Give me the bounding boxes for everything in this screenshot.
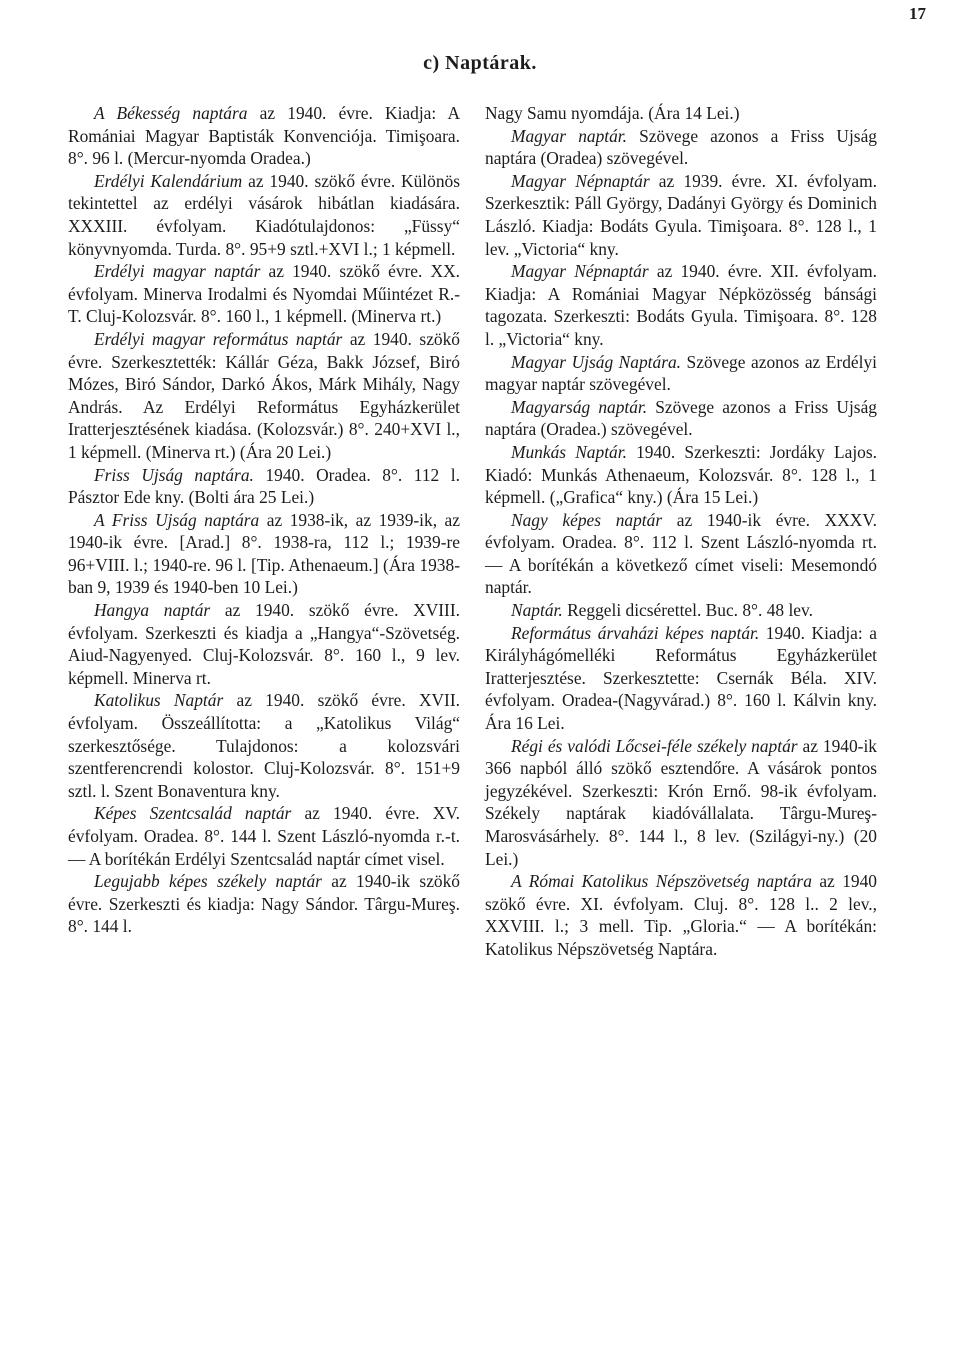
- calendar-entry: [68, 260, 460, 328]
- entry-title: Magyar Népnaptár: [511, 170, 650, 191]
- entry-text: az 1940-ik évre. XXXV. évfolyam. Oradea. 8°. 112 l. Szent László-nyomda rt. — A borítékán a következő címet viseli: Mesemondó naptár.: [485, 509, 877, 598]
- entry-text: az 1938-ik, az 1939-ik, az 1940-ik évre. [Arad.] 8°. 1938-ra, 112 l.; 1939-re 96+VIII. l.; 1940-re. 96 l. [Tip. Athenaeum.] (Ára 1938-ban 9, 1939 és 1940-ben 10 Lei.): [68, 509, 460, 598]
- entry-text: az 1940 szökő évre. XI. évfolyam. Cluj. 8°. 128 l.. 2 lev., XXVIII. l.; 3 mell. Tip. „Gloria.“ — A borítékán: Katolikus Népszövetség Naptára.: [485, 871, 877, 959]
- calendar-entry: [68, 102, 460, 170]
- calendar-entry: [485, 441, 877, 509]
- entry-title: Nagy képes naptár: [511, 509, 663, 530]
- calendar-entry: [68, 599, 460, 689]
- entry-title: A Békesség naptára: [94, 103, 248, 123]
- entry-title: Katolikus Naptár: [94, 690, 224, 711]
- entry-text: 1940. Kiadja: a Királyhágómelléki Református Egyházkerület Iratterjesztése. Szerkesztette: Csernák Béla. XIV. évfolyam. Oradea-(Nagyvárad.) 8°. 160 l. Kálvin kny. Ára 16 Lei.: [485, 622, 877, 734]
- calendar-entry: [68, 509, 460, 599]
- entry-text: Szövege azonos a Friss Ujság naptára (Oradea.) szövegével.: [485, 396, 877, 440]
- calendar-entry: [485, 125, 877, 170]
- calendar-entry: [68, 464, 460, 509]
- entry-title: Református árvaházi képes naptár.: [511, 622, 760, 643]
- entry-text: Nagy Samu nyomdája. (Ára 14 Lei.): [485, 103, 740, 123]
- calendar-entry: [68, 870, 460, 938]
- entry-title: Erdélyi magyar naptár: [94, 261, 261, 282]
- entry-title: Magyarság naptár.: [511, 396, 648, 417]
- entry-title: Friss Ujság naptára.: [94, 464, 254, 485]
- entry-text: 1940. Szerkeszti: Jordáky Lajos. Kiadó: Munkás Athenaeum, Kolozsvár. 8°. 128 l., 1 képmell. („Grafica“ kny.) (Ára 15 Lei.): [485, 441, 877, 508]
- entry-title: Magyar naptár.: [511, 125, 627, 146]
- entry-title: Erdélyi magyar református naptár: [94, 328, 343, 349]
- entry-text: az 1940-ik szökő évre. Szerkeszti és kiadja: Nagy Sándor. Târgu-Mureş. 8°. 144 l.: [68, 871, 461, 937]
- entry-title: Magyar Népnaptár: [511, 261, 649, 282]
- calendar-entry: [485, 351, 877, 396]
- entry-title: A Friss Ujság naptára: [94, 509, 260, 530]
- calendar-entry: [485, 509, 877, 599]
- entry-text: az 1940. szökő évre. Különös tekintettel az erdélyi vásárok hibátlan kiadására. XXXIII. évfolyam. Kiadótulajdonos: „Füssy“ könyvnyomda. Turda. 8°. 95+9 sztl.+XVI l.; 1 képmell.: [68, 170, 460, 259]
- entry-text: Szövege azonos az Erdélyi magyar naptár szövegével.: [485, 351, 877, 395]
- calendar-entry: [485, 260, 877, 350]
- entry-text: az 1940. szökő évre. XVIII. évfolyam. Szerkeszti és kiadja a „Hangya“-Szövetség. Aiud-Nagyenyed. Cluj-Kolozsvár. 8°. 160 l., 9 lev. képmell. Minerva rt.: [68, 600, 460, 688]
- calendar-entry: [68, 689, 460, 802]
- page-number: 17: [909, 4, 926, 23]
- left-column: [68, 102, 460, 938]
- entry-text: az 1940-ik 366 napból álló szökő esztendőre. A vásárok pontos jegyzékével. Szerkeszti: Krón Ernő. 98-ik évfolyam. Székely naptárak kiadóvállalata. Târgu-Mureş-Marosvásárhely. 8°. 144 l., 8 lev. (Szilágyi-ny.) (20 Lei.): [485, 735, 878, 869]
- entry-text: az 1940. szökő évre. XX. évfolyam. Minerva Irodalmi és Nyomdai Műintézet R.-T. Cluj-Kolozsvár. 8°. 160 l., 1 képmell. (Minerva rt.): [68, 261, 460, 327]
- entry-text: az 1940. szökő évre. XVII. évfolyam. Összeállította: a „Katolikus Világ“ szerkesztősége. Tulajdonos: a kolozsvári szentferencrendi kolostor. Cluj-Kolozsvár. 8°. 151+9 sztl. l. Szent Bonaventura kny.: [68, 690, 460, 801]
- calendar-entry: [485, 396, 877, 441]
- calendar-entry: [485, 870, 877, 960]
- entry-title: Naptár.: [511, 600, 563, 621]
- entry-title: Képes Szentcsalád naptár: [94, 803, 292, 824]
- entry-text: az 1940. évre. XII. évfolyam. Kiadja: A Romániai Magyar Népközösség bánsági tagozata. Szerkeszti: Bodáts Gyula. Timişoara. 8°. 128 l. „Victoria“ kny.: [485, 261, 877, 349]
- entry-title: Régi és valódi Lőcsei-féle székely naptár: [511, 735, 798, 756]
- calendar-entry: [68, 328, 460, 464]
- entry-title: Hangya naptár: [94, 600, 211, 621]
- calendar-entry: [485, 735, 877, 871]
- entry-text: az 1939. évre. XI. évfolyam. Szerkesztik: Páll György, Dadányi György és Dominich László. Kiadja: Bodáts Gyula. Timişoara. 8°. 128 l., 1 lev. „Victoria“ kny.: [485, 170, 877, 259]
- calendar-entry: [485, 622, 877, 735]
- entry-title: Legujabb képes székely naptár: [94, 871, 322, 892]
- entry-text: Szövege azonos a Friss Ujság naptára (Oradea) szövegével.: [485, 125, 877, 169]
- entry-title: Munkás Naptár.: [511, 441, 627, 462]
- entry-text: az 1940. évre. XV. évfolyam. Oradea. 8°. 144 l. Szent László-nyomda r.-t. — A borítékán Erdélyi Szentcsalád naptár címet visel.: [68, 803, 460, 869]
- entry-text: az 1940. szökő évre. Szerkesztették: Kállár Géza, Bakk József, Biró Mózes, Biró Sándor, Darkó Ákos, Márk Mihály, Nagy András. Az Erdélyi Református Egyházkerület Iratterjesztésének kiadása. (Kolozsvár.) 8°. 240+XVI l., 1 képmell. (Minerva rt.) (Ára 20 Lei.): [68, 328, 460, 462]
- entry-title: Erdélyi Kalendárium: [94, 170, 243, 191]
- calendar-entry: [485, 599, 877, 622]
- calendar-entry: [68, 170, 460, 260]
- entry-text: Reggeli dicsérettel. Buc. 8°. 48 lev.: [562, 600, 813, 621]
- entry-text: 1940. Oradea. 8°. 112 l. Pásztor Ede kny. (Bolti ára 25 Lei.): [68, 464, 460, 508]
- calendar-entry: [68, 802, 460, 870]
- entry-title: Magyar Ujság Naptára.: [511, 351, 682, 372]
- calendar-entry-continuation: [485, 102, 877, 125]
- calendar-entry: [485, 170, 877, 260]
- section-heading: c) Naptárak.: [423, 52, 537, 74]
- entry-text: az 1940. évre. Kiadja: A Romániai Magyar Baptisták Konvenciója. Timişoara. 8°. 96 l. (Mercur-nyomda Oradea.): [68, 103, 460, 169]
- right-column: [485, 102, 877, 961]
- entry-title: A Római Katolikus Népszövetség naptára: [511, 871, 812, 892]
